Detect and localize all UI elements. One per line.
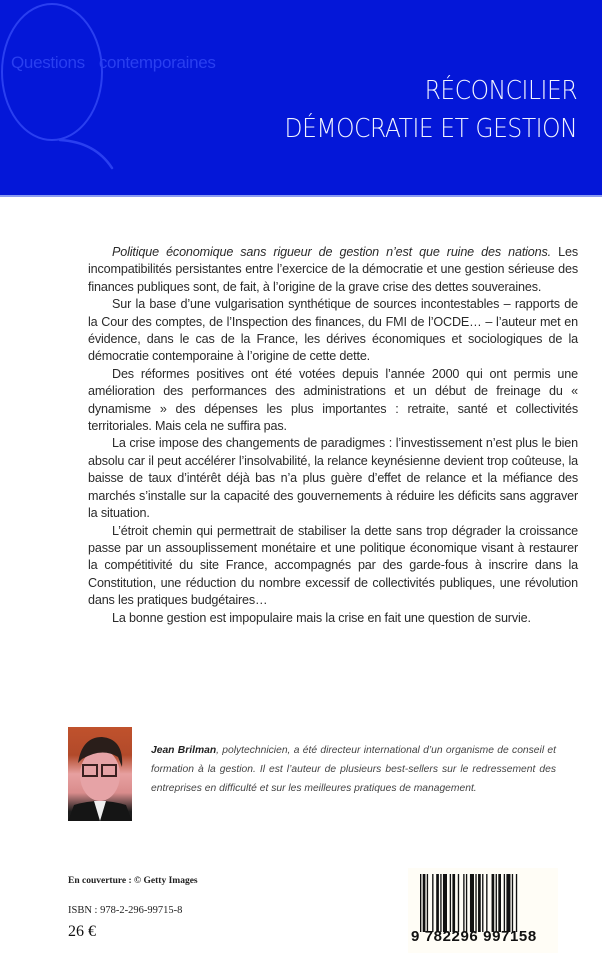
cover-credit: En couverture : © Getty Images [68, 876, 198, 886]
lead-quote: Politique économique sans rigueur de gestion n’est que ruine des nations. [112, 245, 552, 259]
barcode-bar [496, 874, 497, 932]
title-line: DÉMOCRATIE ET GESTION [284, 114, 577, 144]
price: 26 € [68, 923, 96, 940]
paragraph: L’étroit chemin qui permettrait de stabiliser la dette sans trop dégrader la croissance passe par un assouplissement monétaire et une politique économique visant à restaurer la compétitivité du site France, accompagnés par des garde-fous à inscrire dans la Constitution, une réduction du nombre excessif de collectivités publiques, une révolution dans les pratiques budgétaires… [88, 523, 578, 608]
paragraph: La bonne gestion est impopulaire mais la crise en fait une question de survie. [112, 610, 531, 625]
author-name: Jean Brilman [151, 745, 217, 756]
barcode-bar [516, 874, 517, 932]
series-word: contemporaines [98, 53, 216, 72]
isbn: ISBN : 978-2-296-99715-8 [68, 905, 183, 916]
barcode-bar [506, 874, 510, 932]
barcode-bar [458, 874, 459, 932]
header-band [0, 0, 602, 197]
barcode-bar [420, 874, 421, 932]
barcode [408, 868, 558, 953]
author-bio [151, 741, 556, 798]
barcode-bar [466, 874, 467, 932]
barcode-digits: 9 782296 997158 [411, 928, 537, 945]
barcode-bar [423, 874, 426, 932]
series-name [11, 53, 230, 73]
barcode-bar [452, 874, 455, 932]
barcode-bar [498, 874, 501, 932]
barcode-bar [478, 874, 481, 932]
barcode-bar [482, 874, 483, 932]
author-photo [68, 727, 132, 821]
barcode-bar [470, 874, 474, 932]
book-title [284, 72, 577, 148]
paragraph-text: Les incompatibilités persistantes entre l’exercice de la démocratie et une gestion sérieuse des finances publiques sont, de fait, à l’origine de la grave crise des dettes souveraines. [88, 245, 578, 294]
barcode-bar [436, 874, 439, 932]
q-logo-icon [0, 0, 130, 175]
title-line: RÉCONCILIER [424, 76, 577, 106]
barcode-bar [432, 874, 433, 932]
barcode-bar [443, 874, 447, 932]
barcode-bar [504, 874, 505, 932]
barcode-bar [475, 874, 476, 932]
paragraph: La crise impose des changements de paradigmes : l’investissement n’est plus le bien absolu car il peut accélérer l’insolvabilité, la relance keynésienne devient trop coûteuse, la baisse de taux d’intérêt déjà bas n’a plus guère d’effet de relance et la méfiance des marchés s’installe sur la capacité des gouvernements à réduire les déficits sans aggraver la situation. [88, 436, 578, 521]
blurb [88, 244, 578, 627]
barcode-bar [427, 874, 428, 932]
barcode-bars [420, 874, 550, 932]
paragraph: Des réformes positives ont été votées depuis l’année 2000 qui ont permis une amélioration des performances des administrations et un début de freinage du « dynamisme » des dépenses les plus importantes : retraite, santé et collectivités territoriales. Mais cela ne suffira pas. [88, 366, 578, 434]
barcode-bar [463, 874, 464, 932]
series-word: Questions [11, 53, 85, 72]
bio-text: , polytechnicien, a été directeur international d’un organisme de conseil et formation à la gestion. Il est l’auteur de plusieurs best-sellers sur le redressement des entreprises en difficulté et sur les meilleures pratiques de management. [151, 745, 556, 794]
barcode-bar [492, 874, 495, 932]
barcode-bar [440, 874, 441, 932]
paragraph: Sur la base d’une vulgarisation synthétique de sources incontestables – rapports de la Cour des comptes, de l’Inspection des finances, du FMI de l’OCDE… – l’auteur met en évidence, dans le cas de la France, les dérives économiques et sociologiques de la démocratie contemporaine à l’origine de cette dette. [88, 297, 578, 364]
barcode-bar [486, 874, 487, 932]
barcode-bar [512, 874, 513, 932]
paragraph [88, 244, 578, 296]
barcode-bar [450, 874, 451, 932]
